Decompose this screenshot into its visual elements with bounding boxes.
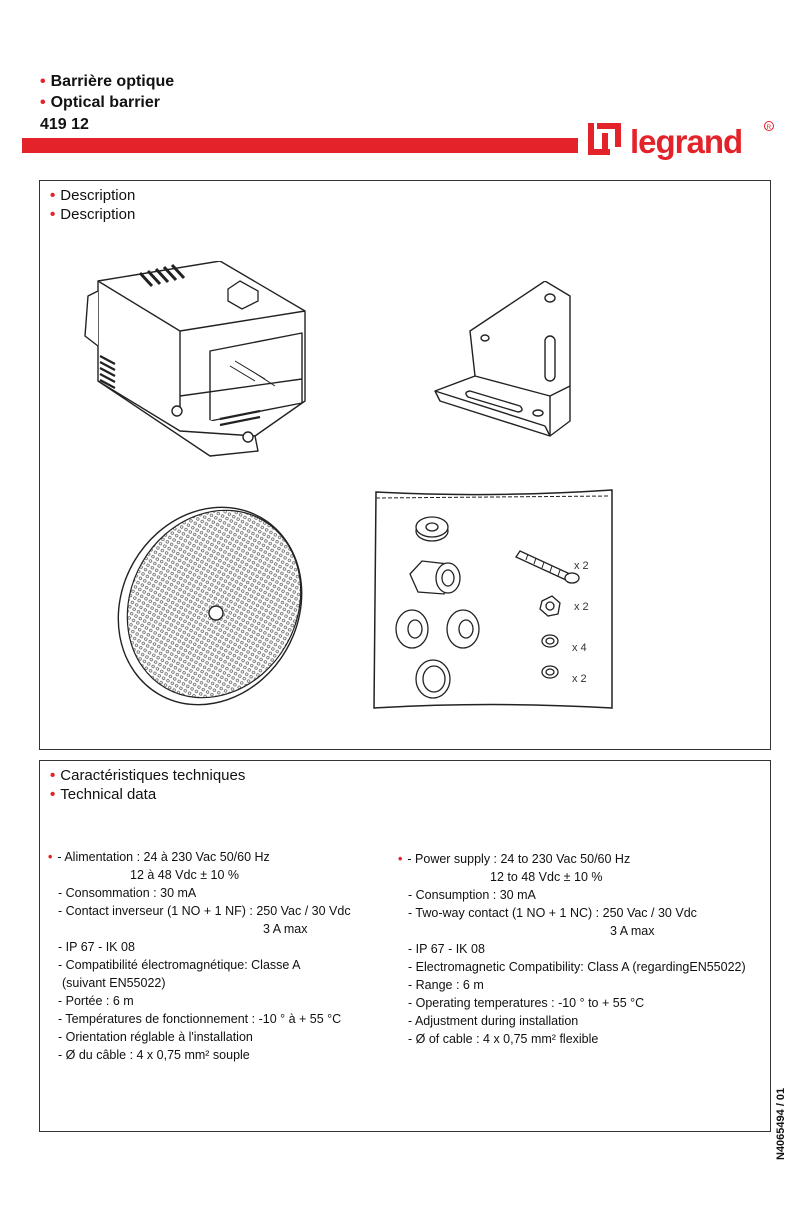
spec-en-power <box>398 850 746 868</box>
screw-quantity: x 2 <box>574 560 589 572</box>
description-section <box>39 180 771 750</box>
title-fr-text: Barrière optique <box>50 73 175 90</box>
spec-fr-power <box>48 848 351 866</box>
technical-list-fr <box>48 848 351 1064</box>
spec-en-cable: - Ø of cable : 4 x 0,75 mm² flexible <box>408 1032 599 1046</box>
bullet-icon: • <box>40 94 46 111</box>
spec-fr-contact-max: 3 A max <box>263 922 308 936</box>
brand-name: legrand <box>630 123 743 160</box>
technical-section <box>39 760 771 1132</box>
product-ref: 419 12 <box>40 116 89 133</box>
spec-fr-power-dc: 12 à 48 Vdc ± 10 % <box>130 868 240 882</box>
spec-fr-temperature: - Températures de fonctionnement : -10 ° à + 55 °C <box>58 1012 342 1026</box>
technical-title-en <box>50 786 156 803</box>
bullet-icon: • <box>398 852 403 866</box>
spec-text: - Alimentation : 24 à 230 Vac 50/60 Hz <box>57 850 270 864</box>
document-reference: N4065494 / 01 <box>775 1087 787 1160</box>
spec-fr-cable: - Ø du câble : 4 x 0,75 mm² souple <box>58 1048 250 1062</box>
title-fr <box>40 73 174 91</box>
legrand-logo <box>588 118 778 164</box>
spec-en-power-dc: 12 to 48 Vdc ± 10 % <box>490 870 603 884</box>
technical-title-fr <box>50 767 245 784</box>
bullet-icon: • <box>40 73 46 90</box>
spec-en-ip: - IP 67 - IK 08 <box>408 942 485 956</box>
spec-fr-orientation: - Orientation réglable à l'installation <box>58 1030 253 1044</box>
technical-title-fr-text: Caractéristiques techniques <box>60 767 246 784</box>
mounting-bracket-illustration <box>430 281 575 446</box>
description-title-fr <box>50 187 135 204</box>
registered-mark: R <box>766 124 772 131</box>
bullet-icon: • <box>50 786 56 803</box>
spec-en-temperature: - Operating temperatures : -10 ° to + 55 °C <box>408 996 645 1010</box>
spec-en-emc: - Electromagnetic Compatibility: Class A (regardingEN55022) <box>408 960 746 974</box>
spec-en-adjustment: - Adjustment during installation <box>408 1014 579 1028</box>
description-title-en <box>50 206 135 223</box>
spec-fr-emc-std: (suivant EN55022) <box>62 976 166 990</box>
spec-fr-consumption: - Consommation : 30 mA <box>58 886 197 900</box>
lock-washer-quantity: x 2 <box>572 673 587 685</box>
spec-en-range: - Range : 6 m <box>408 978 484 992</box>
washer-quantity: x 4 <box>572 642 587 654</box>
description-title-fr-text: Description <box>60 187 136 204</box>
bullet-icon: • <box>48 850 53 864</box>
technical-list-en <box>398 850 746 1048</box>
spec-fr-ip: - IP 67 - IK 08 <box>58 940 135 954</box>
bullet-icon: • <box>50 187 56 204</box>
title-en-text: Optical barrier <box>50 94 160 111</box>
bullet-icon: • <box>50 767 56 784</box>
description-title-en-text: Description <box>60 206 136 223</box>
accessory-kit-illustration <box>370 486 620 714</box>
header-red-bar <box>22 138 578 153</box>
spec-text: - Power supply : 24 to 230 Vac 50/60 Hz <box>407 852 631 866</box>
sensor-unit-illustration <box>80 261 320 471</box>
spec-en-contact-max: 3 A max <box>610 924 655 938</box>
spec-fr-emc: - Compatibilité électromagnétique: Classe A <box>58 958 301 972</box>
spec-en-consumption: - Consumption : 30 mA <box>408 888 536 902</box>
technical-title-en-text: Technical data <box>60 786 157 803</box>
spec-en-contact: - Two-way contact (1 NO + 1 NC) : 250 Vac / 30 Vdc <box>408 906 697 920</box>
spec-fr-range: - Portée : 6 m <box>58 994 134 1008</box>
reflector-illustration <box>110 501 305 716</box>
nut-quantity: x 2 <box>574 601 589 613</box>
spec-fr-contact: - Contact inverseur (1 NO + 1 NF) : 250 Vac / 30 Vdc <box>58 904 351 918</box>
title-en <box>40 94 160 112</box>
bullet-icon: • <box>50 206 56 223</box>
